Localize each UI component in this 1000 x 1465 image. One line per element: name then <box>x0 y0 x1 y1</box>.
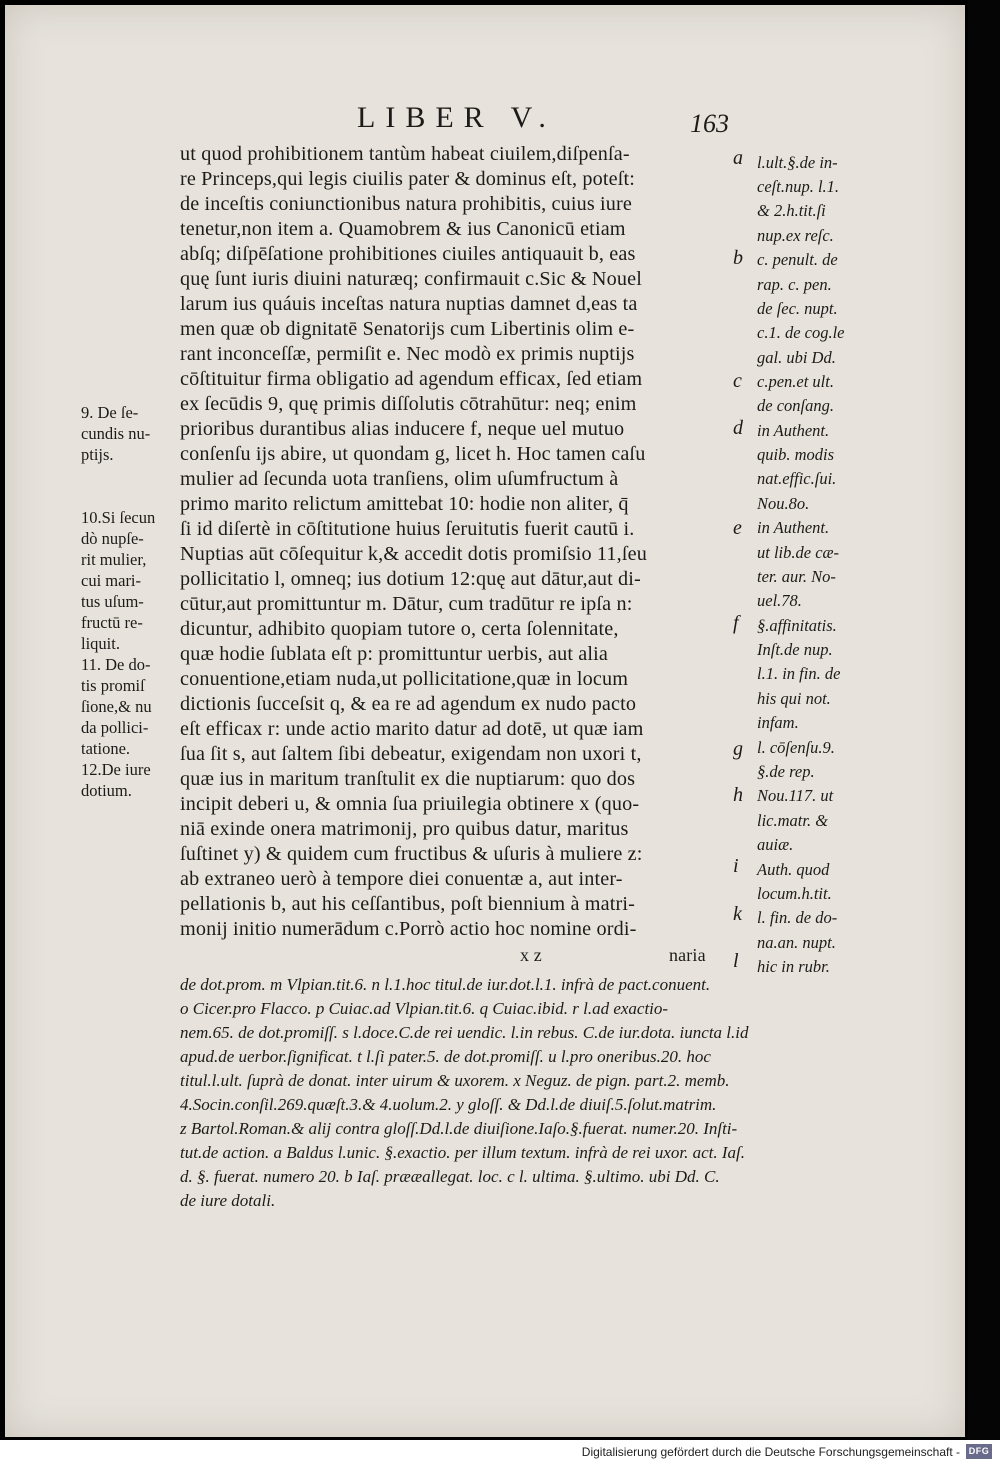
margin-citation: hic in rubr. <box>757 957 830 976</box>
body-line: ab extraneo uerò à tempore diei conuentæ a, aut inter- <box>180 868 623 890</box>
side-note: fructū re- <box>81 613 143 632</box>
body-line: quæ hodie ſublata eſt p: promittuntur uerbis, aut alia <box>180 643 609 665</box>
body-line: dictionis ſucceſsit q, & ea re ad agendum ex nudo pacto <box>180 693 637 715</box>
note-marker: k <box>733 903 742 925</box>
margin-citation: l.ult.§.de in- <box>757 153 838 172</box>
side-note: dotium. <box>81 781 132 800</box>
body-line: Nuptias aūt cōſequitur k,& accedit dotis promiſsio 11,ſeu <box>180 543 647 565</box>
margin-citation: c.1. de cog.le <box>757 323 845 342</box>
side-note: cundis nu- <box>81 424 151 443</box>
body-line: cūtur,aut promittuntur m. Dātur, cum tradūtur re ipſa n: <box>180 593 633 615</box>
book-page <box>5 5 965 1437</box>
body-line: abſq; diſpēſatione prohibitiones ciuiles antiquauit b, eas <box>180 243 636 265</box>
body-line: prioribus durantibus alias inducere f, neque uel mutuo <box>180 418 625 440</box>
body-line: ſua ſit s, aut ſaltem ſibi debeatur, exigendam non uxori t, <box>180 743 642 765</box>
side-note: rit mulier, <box>81 550 147 569</box>
catchword: naria <box>669 945 706 965</box>
footnote-line: titul.l.ult. ſuprà de donat. inter uirum & uxorem. x Neguz. de pign. part.2. memb. <box>180 1071 730 1090</box>
note-marker: h <box>733 784 743 806</box>
side-note: ptijs. <box>81 445 114 464</box>
side-note: liquit. <box>81 634 120 653</box>
margin-citation: & 2.h.tit.ſi <box>757 201 826 220</box>
body-line: de inceſtis coniunctionibus natura prohibitis, cuius iure <box>180 193 633 215</box>
margin-citation: lic.matr. & <box>757 811 829 830</box>
body-line: dicuntur, adhibito quopiam tutore o, certa ſolennitate, <box>180 618 619 640</box>
margin-citation: in Authent. <box>757 518 830 537</box>
margin-citation: Nou.8o. <box>757 494 810 513</box>
margin-citation: ceſt.nup. l.1. <box>757 177 840 196</box>
body-line: monij initio numerādum c.Porrò actio hoc nomine ordi- <box>180 918 637 940</box>
digitization-footer <box>0 1440 1000 1465</box>
margin-citation: de ſec. nupt. <box>757 299 838 318</box>
body-line: rant inconceſſæ, permiſit e. Nec modò ex primis nuptijs <box>180 343 635 365</box>
margin-citation: auiæ. <box>757 835 794 854</box>
note-marker: f <box>733 612 739 634</box>
running-title: LIBER V. <box>357 101 556 134</box>
footnote-line: d. §. fuerat. numero 20. b Iaſ. prææallegat. loc. c l. ultima. §.ultimo. ubi Dd. C. <box>180 1167 720 1186</box>
body-line: re Princeps,qui legis ciuilis pater & dominus eſt, poteſt: <box>180 168 635 190</box>
body-line: eſt efficax r: unde actio marito datur ad dotē, ut quæ iam <box>180 718 644 740</box>
side-note: tus uſum- <box>81 592 144 611</box>
margin-citation: Inſt.de nup. <box>757 640 833 659</box>
dfg-logo: DFG <box>966 1444 992 1459</box>
margin-citation: l.1. in fin. de <box>757 664 841 683</box>
footnote-line: o Cicer.pro Flacco. p Cuiac.ad Vlpian.tit.6. q Cuiac.ibid. r l.ad exactio- <box>180 999 669 1018</box>
footnote-line: apud.de uerbor.ſignificat. t l.ſi pater.5. de dot.promiſſ. u l.pro oneribus.20. hoc <box>180 1047 711 1066</box>
margin-citation: na.an. nupt. <box>757 933 836 952</box>
margin-citation: rap. c. pen. <box>757 275 832 294</box>
footnote-line: tut.de action. a Baldus l.unic. §.exactio. per illum textum. infrà de rei uxor. act. Iaſ. <box>180 1143 745 1162</box>
side-note: 11. De do- <box>81 655 151 674</box>
margin-citation: Nou.117. ut <box>757 786 834 805</box>
body-line: conſenſu ijs abire, ut quondam g, licet h. Hoc tamen caſu <box>180 443 646 465</box>
margin-citation: quib. modis <box>757 445 835 464</box>
side-note: 12.De iure <box>81 760 151 779</box>
body-line: ſi id diſertè in cōſtitutione huius ſeruitutis fuerit cautū i. <box>180 518 635 540</box>
footnote-line: 4.Socin.conſil.269.quæſt.3.& 4.uolum.2. y gloſſ. & Dd.l.de diuiſ.5.ſolut.matrim. <box>180 1095 717 1114</box>
margin-citation: in Authent. <box>757 421 830 440</box>
margin-citation: nup.ex reſc. <box>757 226 834 245</box>
body-line: incipit deberi u, & omnia ſua priuilegia obtinere x (quo- <box>180 793 640 815</box>
body-line: cōſtituitur firma obligatio ad agendum efficax, ſed etiam <box>180 368 643 390</box>
body-line: mulier ad ſecunda uota tranſiens, olim uſumfructum à <box>180 468 619 490</box>
margin-citation: gal. ubi Dd. <box>757 348 836 367</box>
margin-citation: uel.78. <box>757 591 802 610</box>
funding-credit: Digitalisierung gefördert durch die Deutsche Forschungsgemeinschaft - <box>581 1445 960 1459</box>
margin-citation: §.de rep. <box>757 762 815 781</box>
margin-citation: ter. aur. No- <box>757 567 836 586</box>
side-note: 10.Si ſecun <box>81 508 156 527</box>
note-marker: a <box>733 147 743 169</box>
body-line: primo marito relictum amittebat 10: hodie non aliter, q̄ <box>180 493 629 515</box>
body-line: men quæ ob dignitatē Senatorijs cum Libertinis olim e- <box>180 318 635 340</box>
margin-citation: c.pen.et ult. <box>757 372 834 391</box>
note-marker: d <box>733 417 743 439</box>
footnote-line: z Bartol.Roman.& alij contra gloſſ.Dd.l.de diuiſione.Iaſo.§.fuerat. numer.20. Inſti- <box>180 1119 738 1138</box>
margin-citation: de conſang. <box>757 396 834 415</box>
margin-citation: Auth. quod <box>757 860 830 879</box>
note-marker: g <box>733 738 743 760</box>
side-note: dò nupſe- <box>81 529 144 548</box>
margin-citation: §.affinitatis. <box>757 616 837 635</box>
margin-citation: l. fin. de do- <box>757 908 838 927</box>
margin-citation: his qui not. <box>757 689 831 708</box>
side-note: tatione. <box>81 739 131 758</box>
margin-citation: l. cōſenſu.9. <box>757 738 835 757</box>
note-marker: c <box>733 370 742 392</box>
footnote-line: de dot.prom. m Vlpian.tit.6. n l.1.hoc titul.de iur.dot.l.1. infrà de pact.conuent. <box>180 975 711 994</box>
page-number: 163 <box>690 109 729 138</box>
body-line: tenetur,non item a. Quamobrem & ius Canonicū etiam <box>180 218 626 240</box>
body-line: quę ſunt iuris diuini naturæq; confirmauit c.Sic & Nouel <box>180 268 642 290</box>
side-note: ſione,& nu <box>81 697 152 716</box>
side-note: 9. De ſe- <box>81 403 139 422</box>
body-line: ſuſtinet y) & quidem cum fructibus & uſuris à muliere z: <box>180 843 643 865</box>
note-marker: l <box>733 950 739 972</box>
note-marker: b <box>733 247 743 269</box>
body-line: quæ ius in maritum tranſtulit ex die nuptiarum: quo dos <box>180 768 636 790</box>
footnote-line: nem.65. de dot.promiſſ. s l.doce.C.de rei uendic. l.in rebus. C.de iur.dota. iuncta l.id <box>180 1023 749 1042</box>
footnote-line: de iure dotali. <box>180 1191 276 1210</box>
margin-citation: nat.effic.ſui. <box>757 469 837 488</box>
margin-citation: infam. <box>757 713 799 732</box>
body-line: pollicitatio l, omneq; ius dotium 12:quę aut dātur,aut di- <box>180 568 641 590</box>
margin-citation: c. penult. de <box>757 250 838 269</box>
body-line: conuentione,etiam nuda,ut pollicitatione,quæ in locum <box>180 668 629 690</box>
scan-edge <box>968 0 1000 1440</box>
body-line: pellationis b, aut his ceſſantibus, poſt biennium à matri- <box>180 893 635 915</box>
body-line: ex ſecūdis 9, quę primis diſſolutis cōtrahūtur: neq; enim <box>180 393 637 415</box>
body-line: ut quod prohibitionem tantùm habeat ciuilem,diſpenſa- <box>180 143 630 165</box>
note-marker: i <box>733 855 739 877</box>
side-note: tis promiſ <box>81 676 145 695</box>
side-note: cui mari- <box>81 571 142 590</box>
note-marker: e <box>733 517 742 539</box>
body-line: larum ius quáuis inceſtas natura nuptias damnet d,eas ta <box>180 293 638 315</box>
signature-mark: x z <box>520 945 542 965</box>
margin-citation: locum.h.tit. <box>757 884 832 903</box>
margin-citation: ut lib.de cæ- <box>757 543 840 562</box>
body-line: niā exinde onera matrimonij, pro quibus datur, maritus <box>180 818 629 840</box>
side-note: da pollici- <box>81 718 149 737</box>
